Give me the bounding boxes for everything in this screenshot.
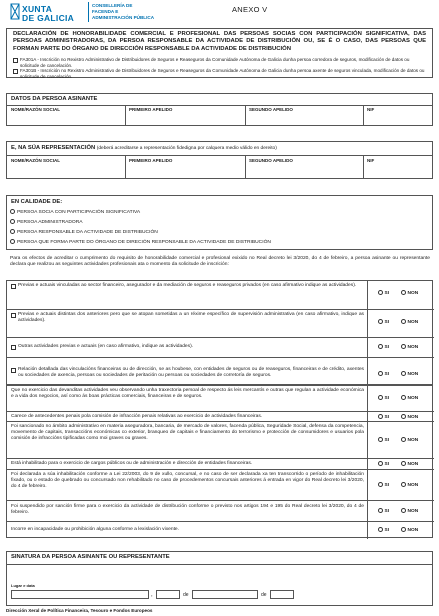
radio-button[interactable] bbox=[10, 209, 15, 214]
capacity-option[interactable] bbox=[10, 219, 83, 225]
logo-text-galicia: DE GALICIA bbox=[22, 13, 75, 23]
table-row bbox=[7, 309, 434, 337]
divider bbox=[245, 105, 246, 126]
activity-text bbox=[11, 367, 364, 379]
no-option[interactable] bbox=[401, 461, 418, 467]
radio-button[interactable] bbox=[10, 229, 15, 234]
activity-label: Previas e actuais vinculadas ao sector financeiro, asegurador e da mediación de seguros e reaseguros privados (en caso afirmativo indique as actividades). bbox=[18, 283, 357, 288]
yes-no-cell bbox=[367, 501, 433, 521]
yes-label: SI bbox=[384, 437, 390, 443]
table-row bbox=[7, 500, 434, 521]
divider bbox=[245, 155, 246, 179]
nif-label: NIF bbox=[367, 158, 375, 163]
capacity-option[interactable] bbox=[10, 229, 158, 235]
annex-label: ANEXO V bbox=[232, 5, 268, 14]
radio-button[interactable] bbox=[401, 290, 406, 295]
intro-paragraph: Para os efectos de acreditar o cumprimento do requisito de honorabilidade comercial e profesional exixido no Real decreto lei 3/2020, do 4 de febreiro, a persoa asinante ou representante declara que realizou as seguintes actividades profesionais ata o momento da solicitude de inscrición: bbox=[10, 256, 430, 267]
radio-button[interactable] bbox=[378, 395, 383, 400]
table-row bbox=[7, 337, 434, 357]
yes-label: SI bbox=[384, 395, 390, 401]
divider bbox=[363, 155, 364, 179]
statement-text: Incorre en incapacidade ou prohibición alguna conforme a lexislación vixente. bbox=[11, 527, 180, 532]
activity-label: Outras actividades previas e actuais (en caso afirmativo, indique as actividades). bbox=[18, 344, 194, 349]
xunta-logo bbox=[10, 3, 98, 27]
procedure-label: FA301B - Inscrición no Rexistro Administrativo de Distribuidores de Seguros e Reaseguros da Comunidade Autónoma de Galicia dunha persoa axente de seguros vinculada, modificación de datos ou solicitude de cancelación. bbox=[20, 68, 425, 79]
statement-text: Que no exercicio das devanditas actividades veu observando unha traxectoria persoal de respecto ás leis mercantís e outras que regulan a actividade económica e a vida dos negocios, así como ás boas prácticas comerciais, financeiras e de seguros. bbox=[11, 388, 364, 399]
representative-second-surname-field[interactable] bbox=[247, 164, 361, 178]
no-label: NON bbox=[407, 461, 419, 467]
no-label: NON bbox=[407, 414, 419, 420]
activity-label: Previas e actuais distintas dos anteriores pero que se atopan sometidas a un réxime específico de supervisión administrativa (en caso afirmativo, indique as actividades). bbox=[18, 312, 364, 323]
yes-option[interactable] bbox=[378, 482, 389, 488]
name-label: NOME/RAZÓN SOCIAL bbox=[11, 158, 60, 163]
logo-text-xunta: XUNTA bbox=[22, 4, 53, 14]
department-name bbox=[92, 3, 162, 21]
yes-label: SI bbox=[384, 290, 390, 296]
activity-checkbox[interactable] bbox=[11, 368, 16, 373]
capacity-option-label: PERSOA RESPONSABLE DA ACTIVIDADE DE DISTRIBUCIÓN bbox=[17, 229, 158, 235]
no-label: NON bbox=[407, 371, 419, 377]
activity-checkbox[interactable] bbox=[11, 313, 16, 318]
no-option[interactable] bbox=[401, 527, 418, 533]
representative-heading bbox=[11, 145, 277, 151]
divider bbox=[7, 155, 433, 156]
declaration-title-box bbox=[6, 28, 433, 78]
yes-label: SI bbox=[384, 482, 390, 488]
radio-button[interactable] bbox=[401, 395, 406, 400]
radio-button[interactable] bbox=[401, 319, 406, 324]
table-row bbox=[7, 281, 434, 309]
no-label: NON bbox=[407, 437, 419, 443]
yes-no-cell bbox=[367, 422, 433, 458]
table-row bbox=[7, 357, 434, 386]
divider bbox=[7, 564, 433, 565]
capacity-option-label: PERSOA QUE FORMA PARTE DO ÓRGANO DE DIRECIÓN RESPONSABLE DA ACTIVIDADE DE DISTRIBUCIÓN bbox=[17, 239, 271, 245]
statement-text: Foi declarada a súa inhabilitación conforme a Lei 22/2003, do 9 de xullo, concursal, e no caso de ser declarada xa ten transcorrido o período de inhabilitación fixado, ou o estado de quebrado ou concursado non rehabilitado no caso de procedementos concursais anteriores á entrada en vigor do Real decreto lei 3/2020, do 4 de febreiro. bbox=[11, 472, 364, 489]
declaration-title: DECLARACIÓN DE HONORABILIDADE COMERCIAL E PROFESIONAL DAS PERSOAS SOCIAS CON PARTICIPACIÓN SIGNIFICATIVA, DAS PERSOAS ADMINISTRADORAS, DA PERSOA RESPONSABLE DA ACTIVIDADE DE DISTRIBUCIÓN OU, SE É O CASO, DAS PERSOAS QUE FORMAN PARTE DO ÓRGANO DE DIRECCIÓN RESPONSABLE DA ACTIVIDADE DE DISTRIBUCIÓN bbox=[13, 31, 426, 52]
applicant-name-field[interactable] bbox=[9, 113, 123, 125]
statement-text: Foi suspendido por sanción firme para o exercicio da actividade de distribución conforme o previsto nos artigos 194 e 195 do Real decreto lei 3/2020, do 4 de febreiro. bbox=[11, 504, 364, 515]
year-field[interactable] bbox=[270, 590, 294, 599]
yes-label: SI bbox=[384, 527, 390, 533]
yes-no-cell bbox=[367, 412, 433, 421]
procedure-option-fa301a[interactable] bbox=[13, 57, 428, 68]
yes-option[interactable] bbox=[378, 344, 389, 350]
yes-label: SI bbox=[384, 371, 390, 377]
yes-no-cell bbox=[367, 358, 433, 386]
second-surname-label: SEGUNDO APELIDO bbox=[249, 107, 293, 112]
table-row bbox=[7, 521, 434, 539]
no-option[interactable] bbox=[401, 414, 418, 420]
first-surname-label: PRIMEIRO APELIDO bbox=[129, 107, 173, 112]
representative-note: (deberá acreditarse a representación fidedigna por calquera medio válido en dereito) bbox=[96, 146, 277, 151]
no-label: NON bbox=[407, 290, 419, 296]
dept-line: FACENDA E bbox=[92, 9, 119, 14]
radio-button[interactable] bbox=[378, 508, 383, 513]
no-label: NON bbox=[407, 344, 419, 350]
yes-no-cell bbox=[367, 281, 433, 309]
no-label: NON bbox=[407, 527, 419, 533]
table-row bbox=[7, 458, 434, 469]
yes-option[interactable] bbox=[378, 395, 389, 401]
activity-label: Relación detallada das vinculacións financeiras ou de dirección, se as houbese, con entidades de seguros ou de reaseguros, financeiras e de crédito, axentes ou sociedades de axencia, persoas ou sociedades de peritación ou persoas ou sociedades de corretoría de seguros. bbox=[18, 367, 364, 378]
radio-button[interactable] bbox=[378, 527, 383, 532]
no-option[interactable] bbox=[401, 371, 418, 377]
table-row bbox=[7, 411, 434, 421]
statement-text: Carece de antecedentes penais pola comisión de infracción penais relativas ao exercicio de actividades financeiras. bbox=[11, 414, 263, 419]
no-option[interactable] bbox=[401, 319, 418, 325]
applicant-first-surname-field[interactable] bbox=[127, 113, 243, 125]
yes-option[interactable] bbox=[378, 437, 389, 443]
radio-button[interactable] bbox=[378, 482, 383, 487]
no-option[interactable] bbox=[401, 290, 418, 296]
capacity-option-label: PERSOA ADMINISTRADORA bbox=[17, 219, 83, 225]
divider bbox=[125, 155, 126, 179]
radio-button[interactable] bbox=[378, 414, 383, 419]
procedure-checkbox[interactable] bbox=[13, 58, 18, 63]
dept-line: CONSELLERÍA DE bbox=[92, 3, 133, 8]
yes-label: SI bbox=[384, 344, 390, 350]
procedure-label: FA301A - Inscrición no Rexistro Administrativo de Distribuidores de Seguros e Reaseguros da Comunidade Autónoma de Galicia dunha persoa corredora de seguros, modificación de datos ou solicitude de cancelación. bbox=[20, 57, 410, 68]
radio-button[interactable] bbox=[378, 344, 383, 349]
capacity-option[interactable] bbox=[10, 239, 271, 245]
place-field[interactable] bbox=[11, 590, 149, 599]
yes-label: SI bbox=[384, 508, 390, 514]
yes-option[interactable] bbox=[378, 461, 389, 467]
capacity-heading: EN CALIDADE DE: bbox=[11, 199, 63, 205]
table-row bbox=[7, 469, 434, 500]
yes-option[interactable] bbox=[378, 319, 389, 325]
radio-button[interactable] bbox=[401, 508, 406, 513]
divider bbox=[7, 105, 433, 106]
place-date-label: Lugar e data bbox=[11, 583, 35, 588]
yes-option[interactable] bbox=[378, 527, 389, 533]
radio-button[interactable] bbox=[401, 414, 406, 419]
applicant-nif-field[interactable] bbox=[365, 113, 431, 125]
no-option[interactable] bbox=[401, 482, 418, 488]
applicant-heading: DATOS DA PERSOA ASINANTE bbox=[11, 96, 98, 102]
radio-button[interactable] bbox=[401, 482, 406, 487]
xunta-emblem-icon bbox=[10, 3, 20, 21]
de-label: de bbox=[183, 592, 189, 598]
yes-option[interactable] bbox=[378, 371, 389, 377]
representative-heading-text: E, NA SÚA REPRESENTACIÓN bbox=[11, 145, 96, 151]
radio-button[interactable] bbox=[401, 461, 406, 466]
radio-button[interactable] bbox=[401, 371, 406, 376]
statement-text: Está inhabilitado para o exercicio de cargos públicos ou de administración e dirección de entidades financeiras. bbox=[11, 461, 253, 466]
capacity-option[interactable] bbox=[10, 209, 140, 215]
radio-button[interactable] bbox=[378, 371, 383, 376]
activity-checkbox[interactable] bbox=[11, 284, 16, 289]
no-option[interactable] bbox=[401, 344, 418, 350]
yes-label: SI bbox=[384, 461, 390, 467]
representative-nif-field[interactable] bbox=[365, 164, 431, 178]
applicant-second-surname-field[interactable] bbox=[247, 113, 361, 125]
activity-checkbox[interactable] bbox=[11, 345, 16, 350]
activity-text bbox=[11, 312, 364, 324]
radio-button[interactable] bbox=[10, 239, 15, 244]
yes-label: SI bbox=[384, 414, 390, 420]
no-label: NON bbox=[407, 395, 419, 401]
activities-table bbox=[6, 280, 433, 385]
representative-section bbox=[6, 141, 433, 179]
nif-label: NIF bbox=[367, 107, 375, 112]
logo-divider bbox=[88, 2, 89, 22]
month-field[interactable] bbox=[192, 590, 258, 599]
divider bbox=[363, 105, 364, 126]
signature-heading: SINATURA DA PERSOA ASINANTE OU REPRESENTANTE bbox=[11, 554, 170, 560]
yes-no-cell bbox=[367, 310, 433, 337]
yes-option[interactable] bbox=[378, 290, 389, 296]
procedure-checkbox[interactable] bbox=[13, 69, 18, 74]
radio-button[interactable] bbox=[401, 527, 406, 532]
radio-button[interactable] bbox=[401, 437, 406, 442]
yes-no-cell bbox=[367, 386, 433, 411]
procedure-option-fa301b[interactable] bbox=[13, 68, 428, 79]
signature-section bbox=[6, 551, 433, 606]
statement-text: Foi sancionado no ámbito administrativo en materia aseguradora, bancaria, de mercado de valores, facenda pública, Seguridade Social, defensa da competencia, movemento de capitais, transaccións económicas co exterior, branqueo de capitais e financiamento do terrorismo e protección de consumidores e usuarios pola comisión de infraccións tipificadas como moi graves ou graves. bbox=[11, 424, 364, 441]
no-label: NON bbox=[407, 482, 419, 488]
no-option[interactable] bbox=[401, 437, 418, 443]
comma-separator: , bbox=[151, 592, 153, 598]
radio-button[interactable] bbox=[10, 219, 15, 224]
radio-button[interactable] bbox=[378, 319, 383, 324]
de-label: de bbox=[261, 592, 267, 598]
radio-button[interactable] bbox=[378, 437, 383, 442]
yes-option[interactable] bbox=[378, 414, 389, 420]
yes-no-cell bbox=[367, 522, 433, 539]
representative-first-surname-field[interactable] bbox=[127, 164, 243, 178]
second-surname-label: SEGUNDO APELIDO bbox=[249, 158, 293, 163]
table-row bbox=[7, 386, 434, 411]
yes-no-cell bbox=[367, 338, 433, 357]
name-label: NOME/RAZÓN SOCIAL bbox=[11, 107, 60, 112]
day-field[interactable] bbox=[156, 590, 180, 599]
yes-option[interactable] bbox=[378, 508, 389, 514]
capacity-option-label: PERSOA SOCIA CON PARTICIPACIÓN SIGNIFICATIVA bbox=[17, 209, 141, 215]
activity-text bbox=[11, 344, 364, 350]
no-label: NON bbox=[407, 319, 419, 325]
table-row bbox=[7, 421, 434, 458]
no-option[interactable] bbox=[401, 395, 418, 401]
dept-line: ADMINISTRACIÓN PÚBLICA bbox=[92, 15, 155, 20]
footer-text: Dirección Xeral de Política Financeira, Tesouro e Fondos Europeos bbox=[6, 608, 153, 613]
statements-table bbox=[6, 385, 433, 538]
no-label: NON bbox=[407, 508, 419, 514]
yes-label: SI bbox=[384, 319, 390, 325]
divider bbox=[125, 105, 126, 126]
yes-no-cell bbox=[367, 459, 433, 469]
applicant-section bbox=[6, 93, 433, 126]
radio-button[interactable] bbox=[401, 344, 406, 349]
radio-button[interactable] bbox=[378, 461, 383, 466]
representative-name-field[interactable] bbox=[9, 164, 123, 178]
radio-button[interactable] bbox=[378, 290, 383, 295]
activity-text bbox=[11, 283, 364, 289]
no-option[interactable] bbox=[401, 508, 418, 514]
yes-no-cell bbox=[367, 470, 433, 500]
first-surname-label: PRIMEIRO APELIDO bbox=[129, 158, 173, 163]
